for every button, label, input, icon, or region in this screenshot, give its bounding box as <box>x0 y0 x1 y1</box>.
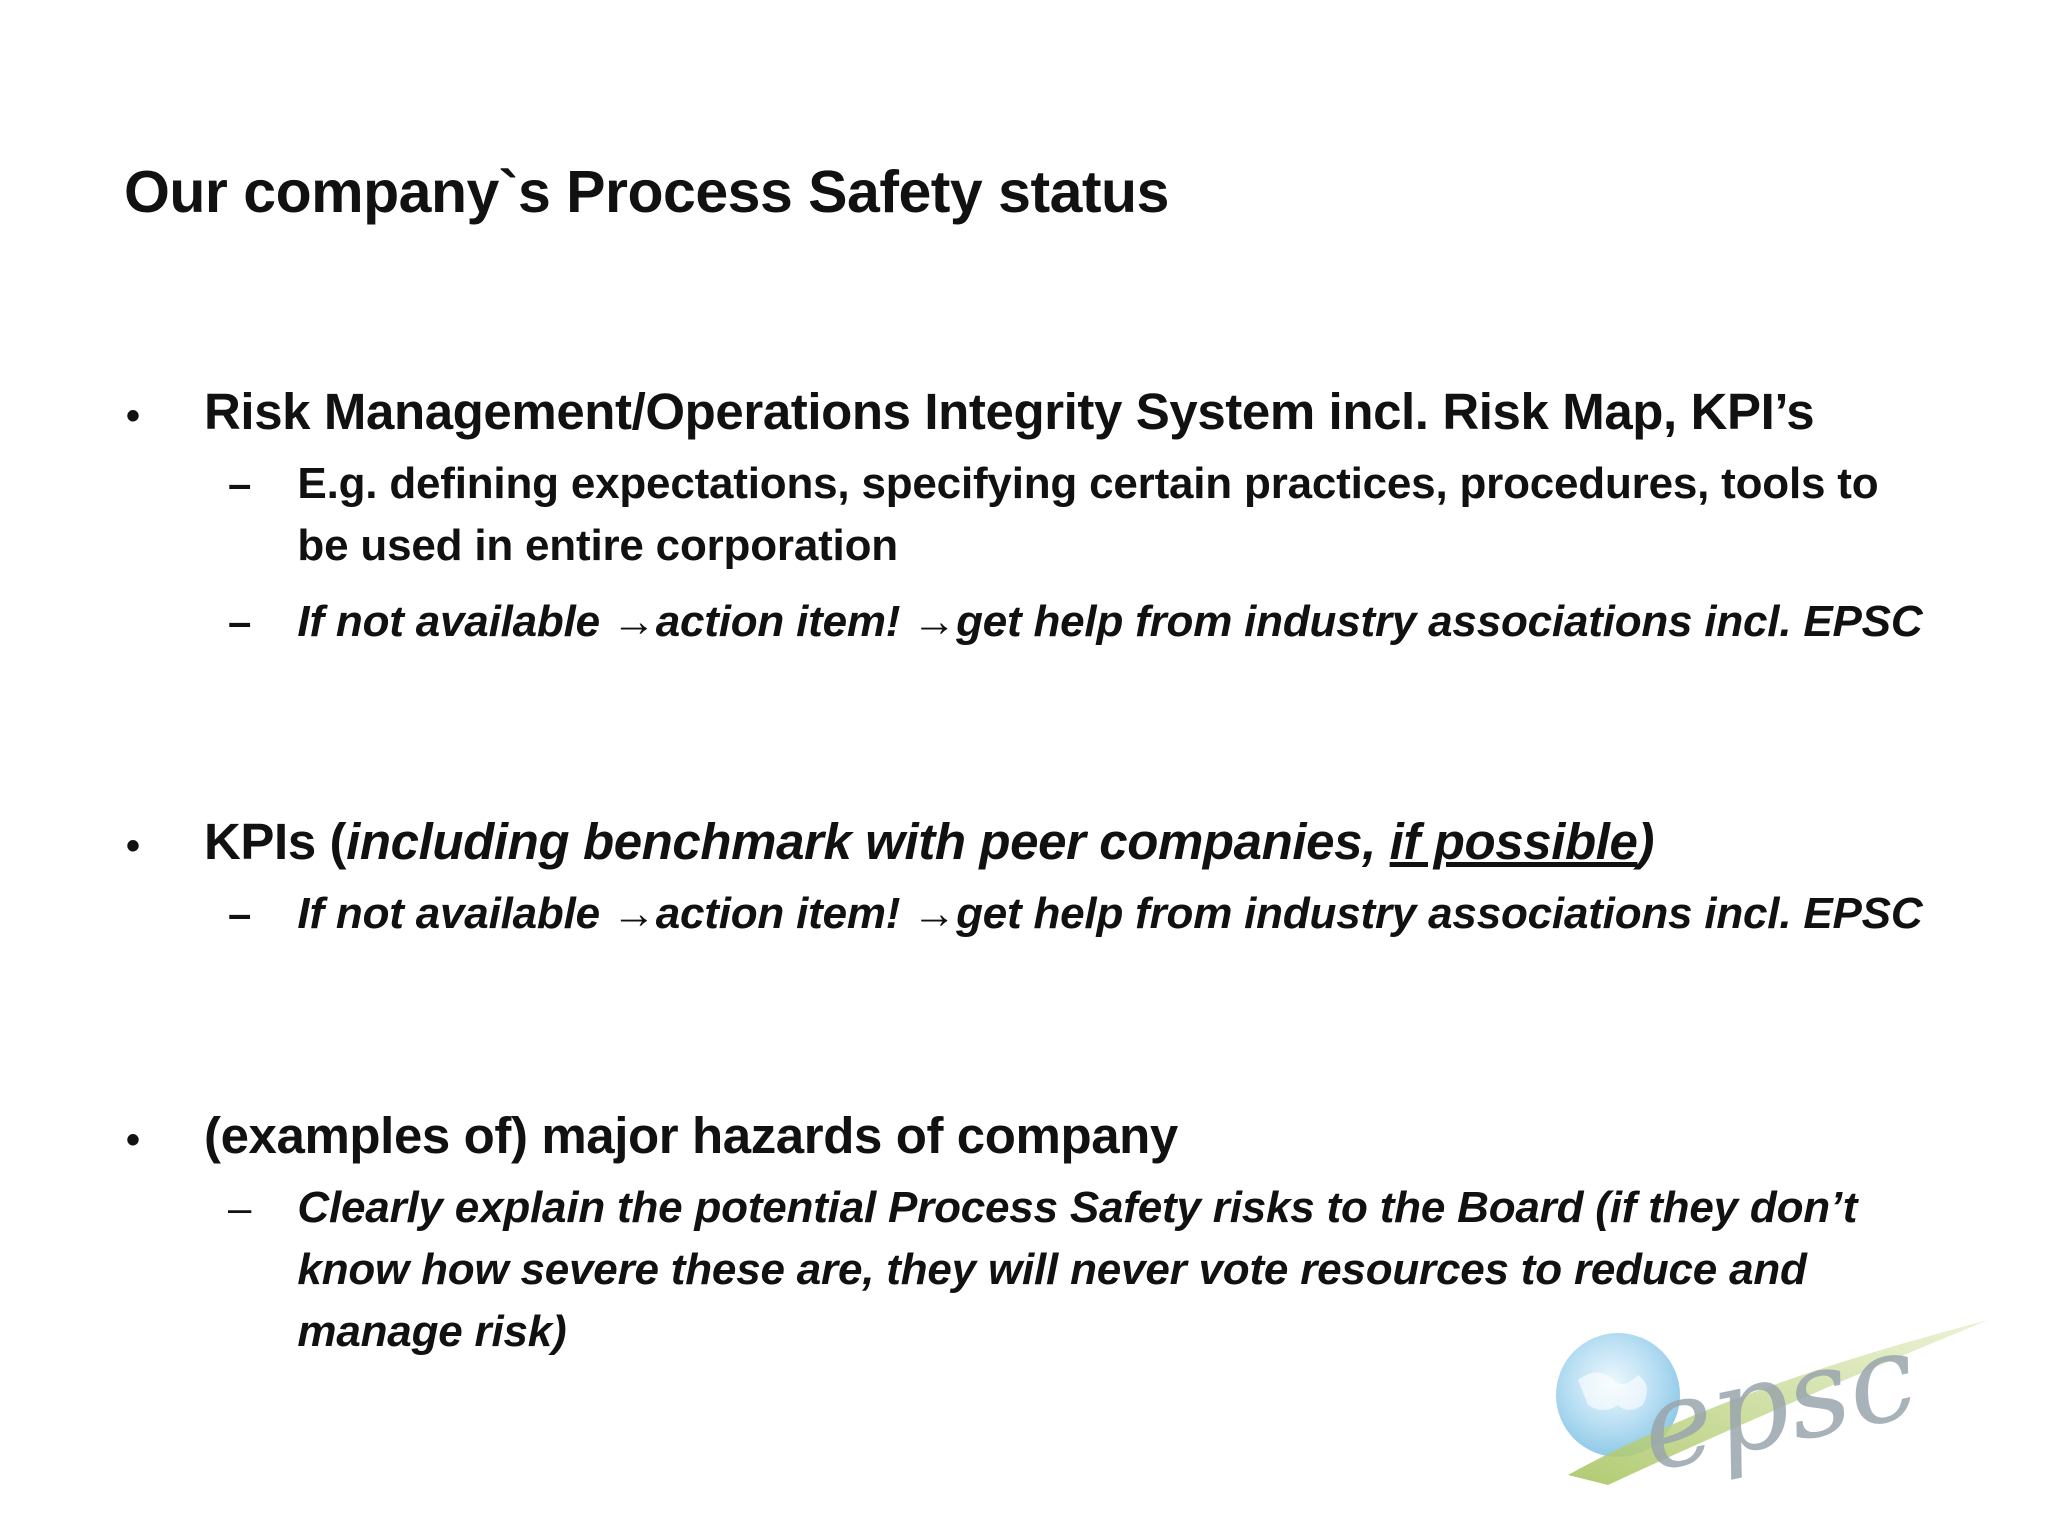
sub-item <box>222 591 1924 653</box>
bullet-row <box>124 1106 1924 1165</box>
sub-text-part: If not available <box>297 597 612 646</box>
bullet-row <box>124 812 1924 871</box>
sub-text <box>297 591 1924 653</box>
bullet-marker: • <box>126 394 141 438</box>
bullet-item-kpis <box>124 812 1924 945</box>
bullet-marker: • <box>126 824 141 868</box>
sub-item <box>222 883 1924 945</box>
sub-text-part: action item! <box>655 889 913 938</box>
arrow-icon: → <box>611 889 656 938</box>
epsc-logo <box>1548 1300 1998 1500</box>
sub-text-part: get help from industry associations incl. EPSC <box>956 597 1923 646</box>
slide-title: Our company`s Process Safety status <box>124 159 1169 225</box>
bullet-text-italic: including benchmark with peer companies, <box>346 813 1390 870</box>
arrow-icon: → <box>611 597 656 646</box>
sub-marker: – <box>228 1184 252 1231</box>
bullet-item-risk-management <box>124 382 1924 653</box>
sub-marker: – <box>228 460 252 507</box>
bullet-text: (examples of) major hazards of company <box>204 1107 1178 1164</box>
bullet-text-underlined: if possible <box>1389 813 1638 870</box>
sub-marker: – <box>228 890 252 937</box>
bullet-row <box>124 382 1924 441</box>
sub-text-part: get help from industry associations incl. EPSC <box>956 889 1923 938</box>
bullet-text <box>204 812 1654 871</box>
arrow-icon: → <box>912 889 957 938</box>
bullet-text-suffix: ) <box>1637 813 1655 870</box>
sub-text <box>297 883 1924 945</box>
sub-marker: – <box>228 598 252 645</box>
sub-text: E.g. defining expectations, specifying certain practices, procedures, tools to be used in entire corporation <box>297 459 1879 570</box>
bullet-marker: • <box>126 1118 141 1162</box>
sub-text: Clearly explain the potential Process Safety risks to the Board (if they don’t know how severe these are, they will never vote resources to reduce and manage risk) <box>297 1183 1858 1356</box>
bullet-text-prefix: KPIs ( <box>204 813 347 870</box>
logo-text: epsc <box>1628 1306 1929 1500</box>
sub-text-part: action item! <box>655 597 913 646</box>
arrow-icon: → <box>912 597 957 646</box>
sub-text-part: If not available <box>297 889 612 938</box>
sub-item <box>222 453 1924 577</box>
bullet-text: Risk Management/Operations Integrity System incl. Risk Map, KPI’s <box>204 383 1815 440</box>
